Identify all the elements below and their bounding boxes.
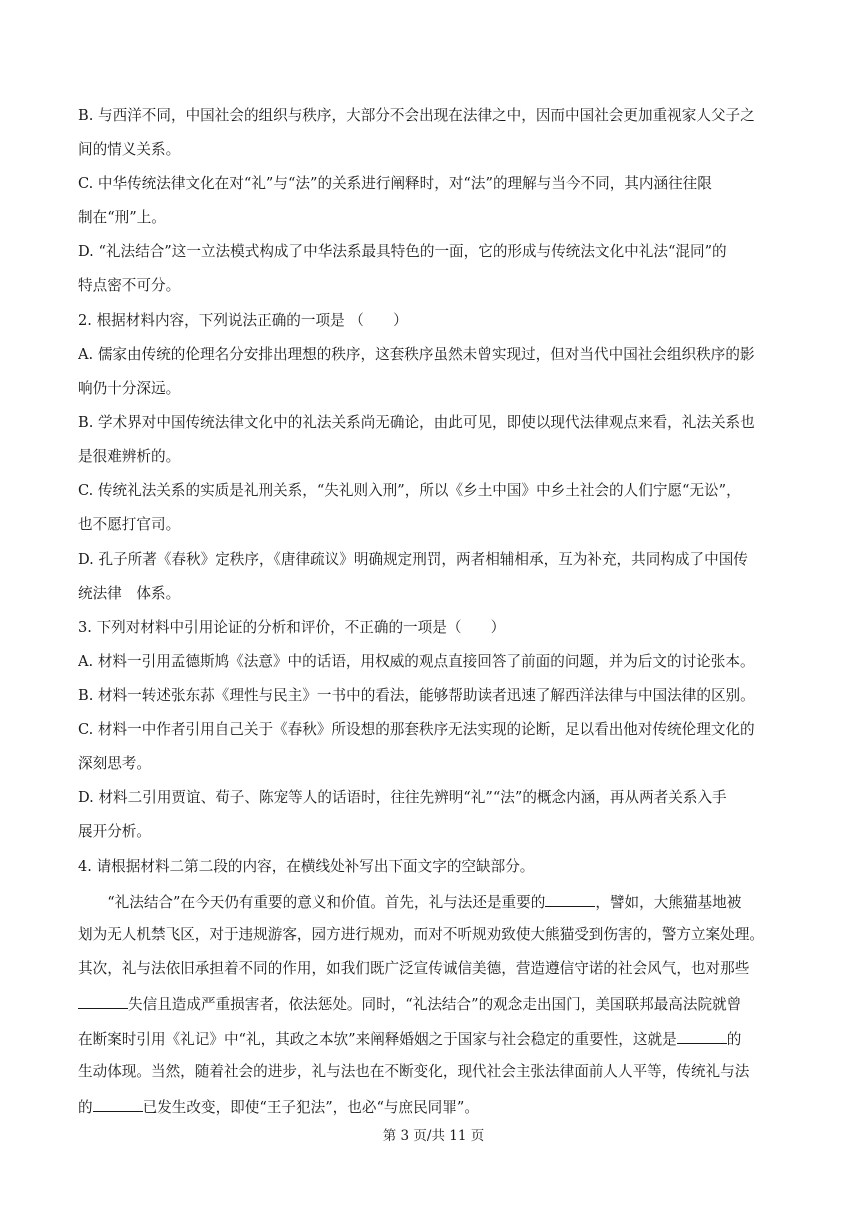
option-b-q2-line1: B. 学术界对中国传统法律文化中的礼法关系尚无确论，由此可见，即使以现代法律观点来看，礼法关系也	[78, 414, 755, 431]
option-d-q1-line2: 特点密不可分。	[78, 277, 181, 294]
passage-text: 失信且造成严重损害者，依法惩处。同时，“礼法结合”的观念走出国门，美国联邦最高法院就曾	[128, 996, 742, 1013]
option-b-q1-line2: 间的情义关系。	[78, 141, 181, 158]
option-d-q3-line2: 展开分析。	[78, 823, 151, 840]
passage-text: 在断案时引用《礼记》中“礼，其政之本欤”来阐释婚姻之于国家与社会稳定的重要性，这就是	[78, 1031, 677, 1048]
question-3-stem: 3. 下列对材料中引用论证的分析和评价，不正确的一项是（ ）	[78, 619, 506, 636]
passage-line-1	[78, 891, 794, 913]
answer-blank-2[interactable]	[78, 993, 128, 1009]
option-c-q1-line1: C. 中华传统法律文化在对“礼”与“法”的关系进行阐释时，对“法”的理解与当今不同，其内涵往往限	[78, 175, 712, 192]
option-b-q3: B. 材料一转述张东荪《理性与民主》一书中的看法，能够帮助读者迅速了解西洋法律与中国法律的区别。	[78, 687, 755, 704]
passage-line-3: 其次，礼与法依旧承担着不同的作用，如我们既广泛宣传诚信美德，营造遵信守诺的社会风气，也对那些	[78, 960, 750, 977]
option-c-q2-line2: 也不愿打官司。	[78, 516, 181, 533]
option-d-q2-line1: D. 孔子所著《春秋》定秩序，《唐律疏议》明确规定刑罚，两者相辅相承，互为补充，共同构成了中国传	[78, 551, 748, 568]
option-b-q1-line1: B. 与西洋不同，中国社会的组织与秩序，大部分不会出现在法律之中，因而中国社会更加重视家人父子之	[78, 107, 755, 124]
option-a-q2-line1: A. 儒家由传统的伦理名分安排出理想的秩序，这套秩序虽然未曾实现过，但对当代中国社会组织秩序的影	[78, 346, 755, 363]
option-d-q1-line1: D. “礼法结合”这一立法模式构成了中华法系最具特色的一面，它的形成与传统法文化中礼法“混同”的	[78, 243, 727, 260]
passage-line-7	[78, 1096, 794, 1118]
passage-text: 的	[726, 1031, 742, 1048]
option-b-q2-line2: 是很难辨析的。	[78, 448, 181, 465]
passage-text: 已发生改变，即使“王子犯法”，也必“与庶民同罪”。	[142, 1099, 479, 1116]
answer-blank-4[interactable]	[93, 1096, 143, 1112]
answer-blank-1[interactable]	[545, 891, 595, 907]
question-4-stem: 4. 请根据材料二第二段的内容，在横线处补写出下面文字的空缺部分。	[78, 858, 535, 875]
passage-line-4	[78, 993, 794, 1015]
passage-text: ，譬如，大熊猫基地被	[595, 894, 742, 911]
answer-blank-3[interactable]	[677, 1028, 727, 1044]
option-d-q2-line2: 统法律 体系。	[78, 585, 181, 602]
option-c-q3-line2: 深刻思考。	[78, 755, 151, 772]
question-2-stem: 2. 根据材料内容，下列说法正确的一项是 （ ）	[78, 312, 408, 329]
option-a-q2-line2: 响仍十分深远。	[78, 380, 181, 397]
option-d-q3-line1: D. 材料二引用贾谊、荀子、陈宠等人的话语时，往往先辨明“礼”“法”的概念内涵，再从两者关系入手	[78, 789, 727, 806]
passage-line-6: 生动体现。当然，随着社会的进步，礼与法也在不断变化，现代社会主张法律面前人人平等，传统礼与法	[78, 1063, 750, 1080]
option-c-q2-line1: C. 传统礼法关系的实质是礼刑关系，“失礼则入刑”，所以《乡土中国》中乡土社会的人们宁愿“无讼”，	[78, 482, 741, 499]
passage-line-2: 划为无人机禁飞区，对于违规游客，园方进行规劝，而对不听规劝致使大熊猫受到伤害的，警方立案处理。	[78, 926, 764, 943]
passage-text: 的	[78, 1099, 93, 1116]
page-number-footer: 第 3 页/共 11 页	[382, 1128, 485, 1144]
passage-line-5	[78, 1028, 794, 1050]
option-c-q1-line2: 制在“刑”上。	[78, 209, 166, 226]
passage-text: “礼法结合”在今天仍有重要的意义和价值。首先，礼与法还是重要的	[78, 894, 546, 911]
option-c-q3-line1: C. 材料一中作者引用自己关于《春秋》所设想的那套秩序无法实现的论断，足以看出他对传统伦理文化的	[78, 721, 755, 738]
option-a-q3: A. 材料一引用孟德斯鸠《法意》中的话语，用权威的观点直接回答了前面的问题，并为后文的讨论张本。	[78, 653, 755, 670]
